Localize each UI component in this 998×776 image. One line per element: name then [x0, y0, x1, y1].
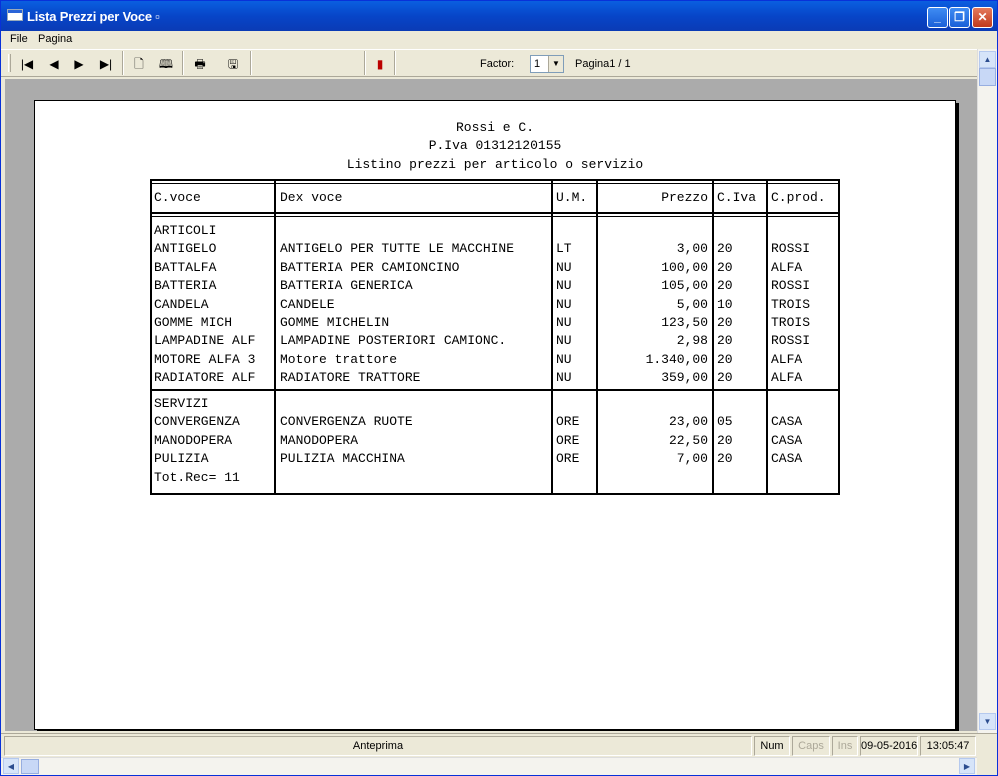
- chevron-down-icon[interactable]: ▼: [548, 56, 563, 72]
- scroll-left-icon[interactable]: ◀: [3, 758, 19, 774]
- table-vline: [274, 179, 276, 495]
- cell-prezzo: 100,00: [661, 259, 708, 275]
- total-records: Tot.Rec= 11: [154, 469, 240, 485]
- cell-c-prod: ROSSI: [771, 278, 811, 294]
- table-vline: [551, 179, 553, 495]
- cell-prezzo: 123,50: [661, 315, 708, 330]
- cell-c-prod: ROSSI: [771, 241, 811, 257]
- table-rule: [150, 212, 840, 214]
- cell-c-prod: TROIS: [771, 315, 811, 330]
- cell-um: NU: [556, 259, 572, 275]
- factor-value: 1: [534, 58, 541, 70]
- header-c-voce: C.voce: [154, 190, 201, 205]
- window-title: Lista Prezzi per Voce ▫: [27, 9, 160, 24]
- cell-dex-voce: BATTERIA PER CAMIONCINO: [280, 259, 460, 275]
- header-prezzo: Prezzo: [661, 190, 708, 205]
- cell-c-iva: 20: [717, 333, 733, 349]
- previous-page-icon[interactable]: ◀: [49, 57, 59, 71]
- header-dex-voce: Dex voce: [280, 190, 343, 205]
- report-title: Listino prezzi per articolo o servizio: [346, 157, 644, 172]
- page-indicator: Pagina1 / 1: [575, 58, 631, 70]
- toolbar-separator: [182, 51, 184, 75]
- print-icon[interactable]: 🖶: [194, 57, 206, 71]
- cell-c-iva: 20: [717, 278, 733, 294]
- menu-file[interactable]: File: [10, 33, 28, 45]
- cell-c-voce: CANDELA: [154, 296, 209, 312]
- menu-bar: [1, 31, 997, 49]
- cell-um: NU: [556, 333, 572, 349]
- cell-um: NU: [556, 278, 572, 294]
- window-icon[interactable]: [7, 9, 23, 21]
- vertical-scrollbar[interactable]: [977, 49, 997, 733]
- cell-c-prod: CASA: [771, 414, 803, 430]
- single-page-icon[interactable]: 🗋: [134, 57, 144, 71]
- restore-button[interactable]: ❐: [949, 7, 970, 28]
- cell-um: NU: [556, 315, 572, 330]
- cell-um: LT: [556, 241, 572, 257]
- preview-area[interactable]: [5, 79, 977, 731]
- cell-dex-voce: BATTERIA GENERICA: [280, 278, 413, 294]
- group-heading: ARTICOLI: [154, 223, 217, 238]
- cell-c-iva: 20: [717, 451, 733, 467]
- cell-um: ORE: [556, 414, 580, 430]
- cell-c-voce: LAMPADINE ALF: [154, 333, 256, 349]
- group-heading: SERVIZI: [154, 396, 209, 411]
- cell-dex-voce: GOMME MICHELIN: [280, 315, 390, 330]
- close-button[interactable]: ✕: [972, 7, 993, 28]
- report-vat: P.Iva 01312120155: [428, 138, 562, 153]
- cell-c-voce: BATTERIA: [154, 278, 217, 294]
- table-rule: [150, 216, 840, 217]
- export-icon[interactable]: 🖫: [227, 57, 239, 71]
- toolbar-grip[interactable]: [8, 54, 11, 72]
- cell-c-prod: ALFA: [771, 351, 803, 367]
- cell-dex-voce: PULIZIA MACCHINA: [280, 451, 405, 467]
- status-caps: Caps: [792, 736, 830, 756]
- cell-prezzo: 22,50: [668, 432, 708, 448]
- two-pages-icon[interactable]: 🕮: [158, 57, 174, 71]
- cell-um: NU: [556, 351, 572, 367]
- table-vline: [838, 179, 840, 495]
- cell-c-prod: ALFA: [771, 370, 803, 386]
- toolbar-separator: [122, 51, 124, 75]
- cell-c-iva: 20: [717, 351, 733, 367]
- horizontal-scroll-thumb[interactable]: [21, 759, 39, 774]
- cell-c-iva: 20: [717, 241, 733, 257]
- title-bar[interactable]: [1, 1, 997, 31]
- cell-c-voce: PULIZIA: [154, 451, 209, 467]
- status-bar: [1, 733, 997, 757]
- cell-c-prod: CASA: [771, 432, 803, 448]
- table-rule: [150, 179, 840, 181]
- cell-c-voce: MANODOPERA: [154, 432, 233, 448]
- horizontal-scrollbar[interactable]: [1, 757, 977, 775]
- cell-c-prod: TROIS: [771, 296, 811, 312]
- minimize-button[interactable]: _: [927, 7, 948, 28]
- status-ins: Ins: [832, 736, 858, 756]
- menu-pagina[interactable]: Pagina: [38, 33, 73, 45]
- cell-c-iva: 20: [717, 259, 733, 275]
- cell-um: NU: [556, 370, 572, 386]
- cell-c-voce: ANTIGELO: [154, 241, 217, 257]
- toolbar-separator: [364, 51, 366, 75]
- cell-dex-voce: MANODOPERA: [280, 432, 359, 448]
- scroll-right-icon[interactable]: ▶: [959, 758, 975, 774]
- table-rule: [150, 493, 840, 495]
- cell-c-voce: RADIATORE ALF: [154, 370, 256, 386]
- cell-c-voce: CONVERGENZA: [154, 414, 240, 430]
- cell-c-voce: GOMME MICH: [154, 315, 233, 330]
- cell-c-iva: 20: [717, 370, 733, 386]
- factor-select[interactable]: [530, 55, 564, 73]
- table-vline: [712, 179, 714, 495]
- table-vline: [766, 179, 768, 495]
- cell-dex-voce: RADIATORE TRATTORE: [280, 370, 421, 386]
- cell-prezzo: 105,00: [661, 278, 708, 294]
- toolbar-separator: [394, 51, 396, 75]
- table-rule: [150, 389, 840, 391]
- cell-prezzo: 3,00: [676, 241, 708, 257]
- status-date: 09-05-2016: [860, 736, 918, 756]
- cell-dex-voce: CONVERGENZA RUOTE: [280, 414, 413, 430]
- cell-dex-voce: CANDELE: [280, 296, 335, 312]
- cell-c-iva: 10: [717, 296, 733, 312]
- cell-c-voce: BATTALFA: [154, 259, 217, 275]
- cell-dex-voce: LAMPADINE POSTERIORI CAMIONC.: [280, 333, 507, 349]
- header-um: U.M.: [556, 190, 588, 205]
- status-mode: Anteprima: [4, 736, 752, 756]
- cell-um: NU: [556, 296, 572, 312]
- cell-dex-voce: Motore trattore: [280, 351, 398, 367]
- toolbar: [1, 49, 977, 77]
- cell-c-prod: CASA: [771, 451, 803, 467]
- cell-prezzo: 1.340,00: [645, 351, 708, 367]
- cell-um: ORE: [556, 432, 580, 448]
- toolbar-separator: [250, 51, 252, 75]
- header-c-prod: C.prod.: [771, 190, 826, 205]
- vertical-scroll-thumb[interactable]: [979, 68, 996, 86]
- status-time: 13:05:47: [920, 736, 976, 756]
- cell-c-prod: ROSSI: [771, 333, 811, 349]
- cell-c-iva: 20: [717, 315, 733, 330]
- scroll-down-icon[interactable]: ▼: [979, 713, 996, 730]
- table-vline: [150, 179, 152, 495]
- cell-prezzo: 23,00: [668, 414, 708, 430]
- cell-c-prod: ALFA: [771, 259, 803, 275]
- status-num: Num: [754, 736, 790, 756]
- exit-door-icon[interactable]: ▮: [376, 57, 384, 71]
- cell-c-iva: 05: [717, 414, 733, 430]
- table-rule: [150, 183, 840, 184]
- report-company: Rossi e C.: [455, 120, 534, 135]
- cell-prezzo: 359,00: [661, 370, 708, 386]
- cell-c-iva: 20: [717, 432, 733, 448]
- first-page-icon[interactable]: |◀: [20, 57, 34, 71]
- last-page-icon[interactable]: ▶|: [99, 57, 113, 71]
- cell-prezzo: 5,00: [676, 296, 708, 312]
- factor-label: Factor:: [480, 58, 515, 70]
- scroll-up-icon[interactable]: ▲: [979, 51, 996, 68]
- header-c-iva: C.Iva: [717, 190, 757, 205]
- cell-prezzo: 7,00: [676, 451, 708, 467]
- cell-um: ORE: [556, 451, 580, 467]
- cell-prezzo: 2,98: [676, 333, 708, 349]
- report-page: [34, 100, 956, 730]
- cell-dex-voce: ANTIGELO PER TUTTE LE MACCHINE: [280, 241, 515, 257]
- next-page-icon[interactable]: ▶: [74, 57, 84, 71]
- cell-c-voce: MOTORE ALFA 3: [154, 351, 256, 367]
